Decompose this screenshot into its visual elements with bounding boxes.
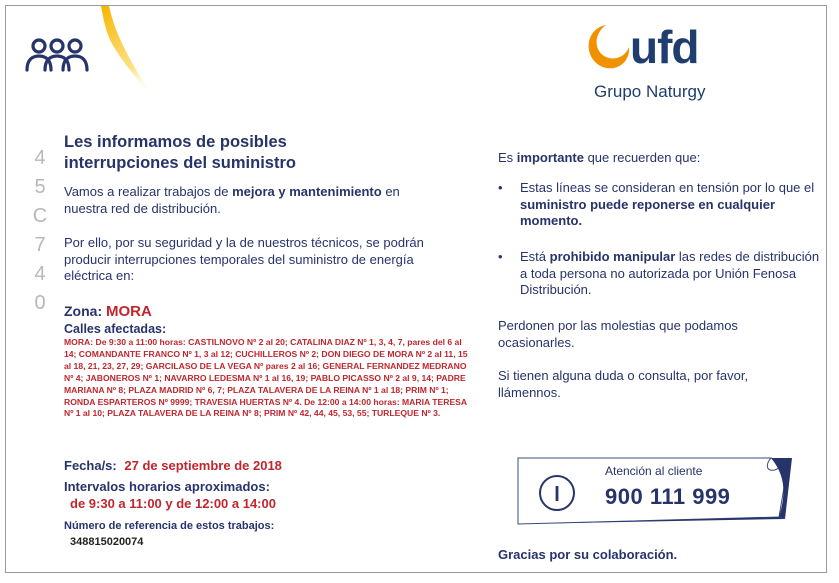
intro-bold-mantenimiento: mantenimiento bbox=[289, 184, 382, 199]
side-code bbox=[30, 144, 50, 318]
zona-line bbox=[64, 303, 152, 320]
bullet-2-text-end: las redes de distribución a toda persona no autorizada por Unión Fenosa Distribución. bbox=[520, 249, 820, 297]
bullet-text bbox=[520, 180, 820, 230]
important-intro-end: que recuerden que: bbox=[583, 150, 701, 165]
bullet-icon: • bbox=[498, 180, 503, 195]
fecha-value: 27 de septiembre de 2018 bbox=[124, 458, 282, 473]
contact-prompt: Si tienen alguna duda o consulta, por favor, llámennos. bbox=[498, 368, 749, 400]
bullet-item bbox=[498, 249, 818, 309]
intro-bold-y: y bbox=[274, 184, 290, 199]
flame-decoration bbox=[101, 6, 171, 116]
ufd-logo-mark bbox=[584, 22, 632, 72]
intro-text: Vamos a realizar trabajos de bbox=[64, 184, 233, 199]
bullet-2-bold: prohibido manipular bbox=[549, 249, 676, 264]
brand-name: ufd bbox=[630, 21, 699, 73]
bullet-icon: • bbox=[498, 249, 503, 264]
zona-label: Zona: bbox=[64, 303, 103, 319]
bullet-1-text: Estas líneas se consideran en tensión por lo que el bbox=[520, 180, 815, 195]
brand-subtitle: Grupo Naturgy bbox=[594, 82, 706, 101]
important-bold: importante bbox=[516, 150, 584, 165]
people-icon bbox=[22, 36, 92, 76]
intro-bold-mejora: mejora bbox=[232, 184, 275, 199]
side-code-char: 4 bbox=[34, 263, 46, 285]
side-code-char: 0 bbox=[34, 292, 46, 314]
contact-label: Atención al cliente bbox=[605, 464, 703, 478]
intro-paragraph bbox=[64, 184, 414, 217]
apology-text: Perdonen por las molestias que podamos ocasionarles. bbox=[498, 318, 738, 350]
side-code-char: 7 bbox=[34, 234, 46, 256]
reference-label: Número de referencia de estos trabajos: bbox=[64, 520, 275, 532]
bullet-text bbox=[520, 249, 820, 299]
intervals-value: de 9:30 a 11:00 y de 12:00 a 14:00 bbox=[70, 496, 276, 511]
important-intro bbox=[498, 150, 818, 167]
intervals-label: Intervalos horarios aproximados: bbox=[64, 479, 270, 494]
info-icon bbox=[537, 473, 577, 513]
contact-phone[interactable]: 900 111 999 bbox=[605, 484, 731, 509]
side-code-char: C bbox=[32, 205, 48, 227]
bullet-1-bold: suministro puede reponerse en cualquier momento. bbox=[520, 196, 776, 228]
calles-label: Calles afectadas: bbox=[64, 322, 167, 336]
important-intro-text: Es bbox=[498, 150, 517, 165]
bullet-2-text: Está bbox=[520, 249, 550, 264]
side-code-char: 5 bbox=[34, 176, 46, 198]
affected-streets: MORA: De 9:30 a 11:00 horas: CASTILNOVO Nº 2 al 20; CATALINA DIAZ Nº 1, 3, 4, 7, pares del 6 al 14; COMANDANTE FRANCO Nº 1, 3 al 12; CUCHILLEROS Nº 2; DON DIEGO DE MORA Nº 2 al 11, 15 al 18, 21, 23, 27, 29; GARCILASO DE LA VEGA Nº pares 2 al 16; GENERAL FERNANDEZ MEDRANO Nº 4; JABONEROS Nº 1; NAVARRO LEDESMA Nº 1 al 16, 19; PABLO PICASSO Nº 2 al 9, 14; PADRE MARIANA Nº 8; PLAZA MADRID Nº 6, 7; PLAZA TALAVERA DE LA REINA Nº 1 al 18; PRIM Nº 1; RONDA ESPARTEROS Nº 9999; TRAVESIA HUERTAS Nº 4. De 12:00 a 14:00 horas: MARIA TERESA Nº 1 al 10; PLAZA TALAVERA DE LA REINA Nº 8; PRIM Nº 42, 44, 45, 53, 55; TURLEQUE Nº 3. bbox=[64, 337, 468, 419]
fecha-line bbox=[64, 458, 282, 473]
zona-value: MORA bbox=[106, 303, 152, 320]
thanks-text: Gracias por su colaboración. bbox=[498, 547, 678, 562]
ufd-logo bbox=[584, 22, 734, 112]
fecha-label: Fecha/s: bbox=[64, 458, 117, 473]
safety-paragraph: Por ello, por su seguridad y la de nuestros técnicos, se podrán producir interrupciones temporales del suministro de energía eléctrica en: bbox=[64, 235, 424, 283]
reference-number: 348815020074 bbox=[70, 536, 144, 548]
bullet-item bbox=[498, 180, 818, 240]
side-code-char: 4 bbox=[34, 147, 46, 169]
customer-service-box[interactable] bbox=[517, 457, 793, 525]
intro-text-end: en nuestra red de distribución. bbox=[64, 184, 400, 216]
notice-card bbox=[5, 5, 827, 573]
notice-title: Les informamos de posibles interrupciones del suministro bbox=[64, 133, 296, 172]
